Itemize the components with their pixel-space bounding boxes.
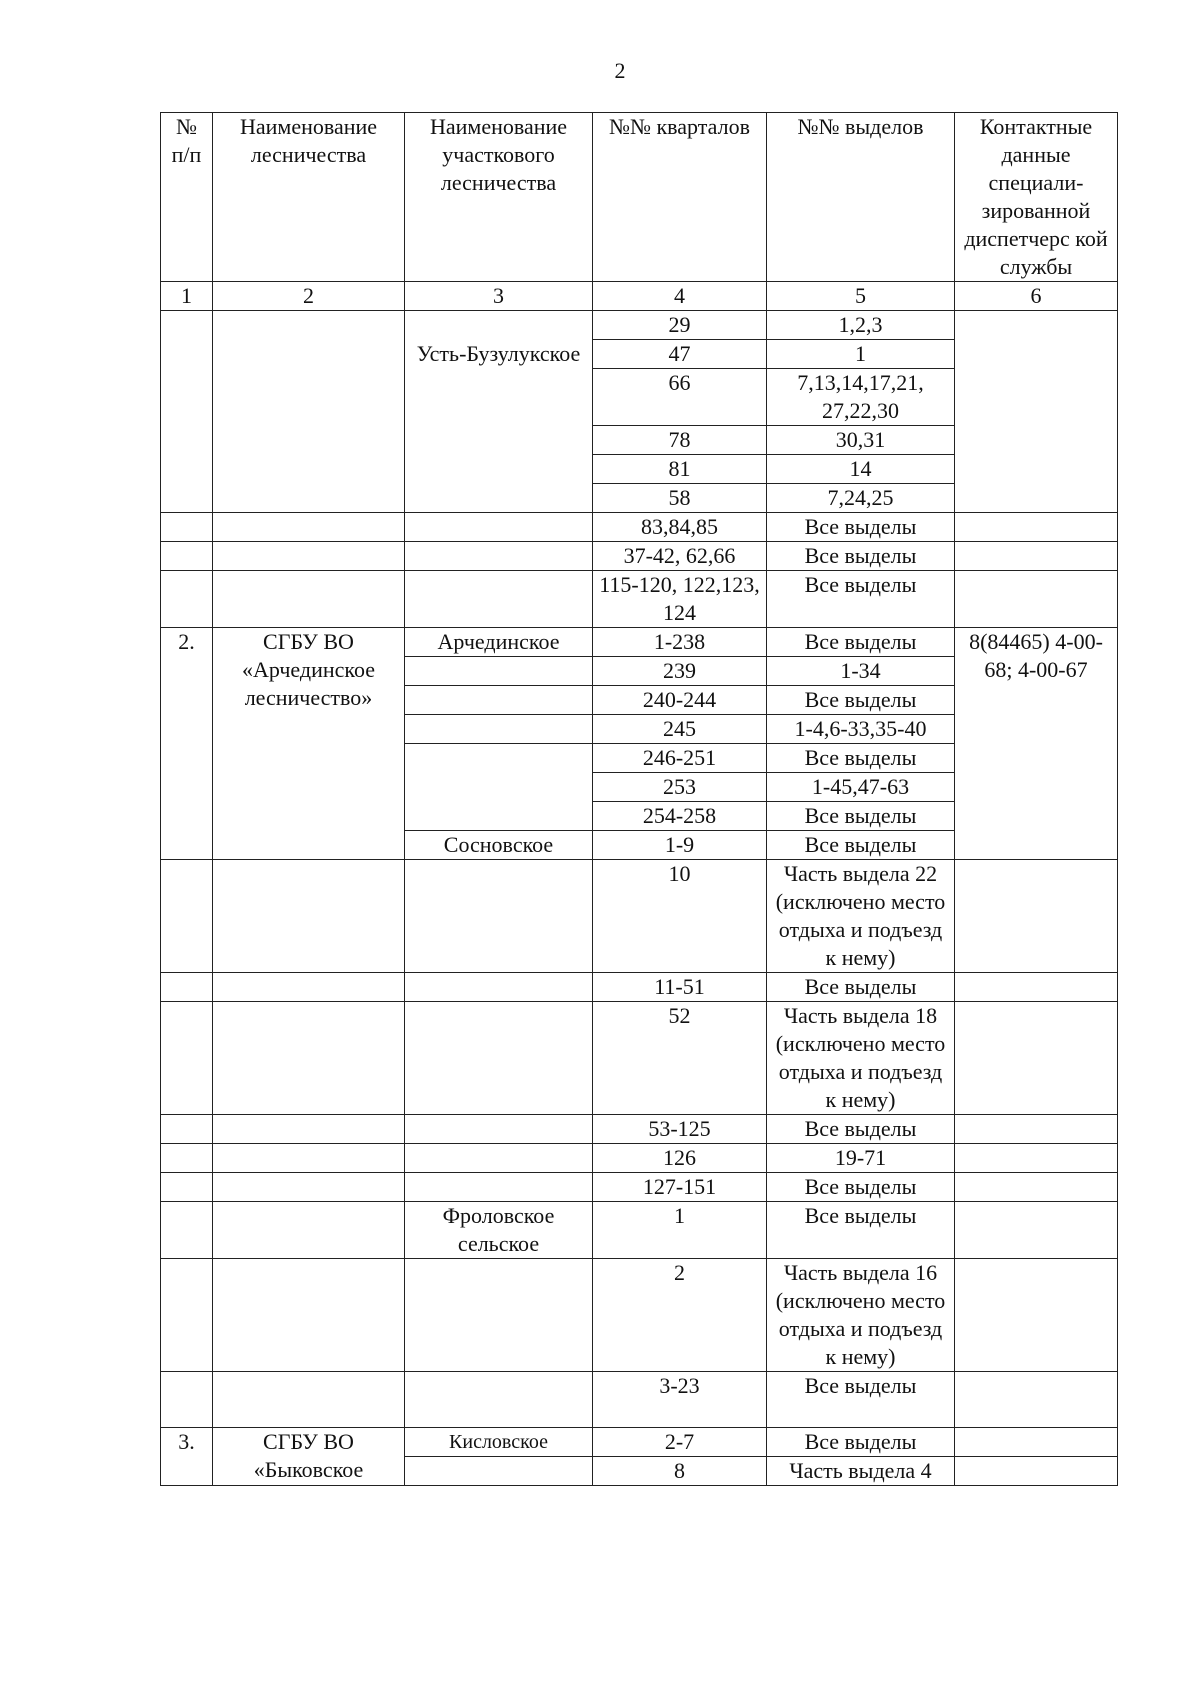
kvartal-cell: 246-251 [593,744,767,773]
empty-cell [405,860,593,973]
empty-cell [213,973,405,1002]
table-row [161,1372,1118,1428]
empty-cell [161,1372,213,1428]
empty-cell [213,571,405,628]
vydel-cell: Все выделы [767,542,955,571]
empty-cell [161,571,213,628]
table-row [161,628,1118,657]
empty-cell [405,571,593,628]
contact-cell: 8(84465) 4-00-68; 4-00-67 [955,628,1118,860]
kvartal-cell: 29 [593,311,767,340]
empty-cell [955,1115,1118,1144]
column-number-row [161,282,1118,311]
empty-cell [213,1173,405,1202]
kvartal-cell: 37-42, 62,66 [593,542,767,571]
empty-cell [955,542,1118,571]
page-number: 2 [614,58,626,83]
kvartal-cell: 11-51 [593,973,767,1002]
forestry-table [160,112,1118,1486]
uchastok-cell: Кисловское [405,1428,593,1457]
uchastok-cell [405,311,593,340]
table-row [161,1202,1118,1259]
forestry-cell: СГБУ ВО «Быковское [213,1428,405,1486]
empty-cell [405,1259,593,1372]
empty-cell [405,542,593,571]
empty-cell [955,571,1118,628]
table-row [161,311,1118,340]
header-cell: № п/п [161,113,213,282]
empty-cell [955,1372,1118,1428]
empty-cell [161,1259,213,1372]
empty-cell [161,973,213,1002]
empty-cell [161,513,213,542]
kvartal-cell: 239 [593,657,767,686]
empty-cell [955,860,1118,973]
header-row [161,113,1118,282]
empty-cell [955,1002,1118,1115]
kvartal-cell: 52 [593,1002,767,1115]
empty-cell [161,1144,213,1173]
table-row [161,860,1118,973]
empty-cell [161,1115,213,1144]
header-cell: Наименование участкового лесничества [405,113,593,282]
empty-cell [405,1372,593,1428]
table-row [161,513,1118,542]
vydel-cell: 1,2,3 [767,311,955,340]
kvartal-cell: 81 [593,455,767,484]
empty-cell [405,744,593,831]
empty-cell [213,1202,405,1259]
empty-cell [161,1173,213,1202]
kvartal-cell: 254-258 [593,802,767,831]
empty-cell [213,542,405,571]
vydel-cell: Все выделы [767,571,955,628]
column-number: 2 [213,282,405,311]
kvartal-cell: 47 [593,340,767,369]
uchastok-cell: Арчединское [405,628,593,657]
vydel-cell: Часть выдела 16 (исключено место отдыха и подъезд к нему) [767,1259,955,1372]
vydel-cell: 30,31 [767,426,955,455]
table-row [161,1115,1118,1144]
empty-cell [405,715,593,744]
empty-cell [161,860,213,973]
forestry-cell: СГБУ ВО «Арчединское лесничество» [213,628,405,860]
vydel-cell: 7,13,14,17,21, 27,22,30 [767,369,955,426]
num-cell [161,311,213,513]
vydel-cell: Все выделы [767,1202,955,1259]
kvartal-cell: 2-7 [593,1428,767,1457]
empty-cell [405,1002,593,1115]
kvartal-cell: 2 [593,1259,767,1372]
vydel-cell: Все выделы [767,1173,955,1202]
uchastok-cell: Усть-Бузулукское [405,340,593,513]
kvartal-cell: 115-120, 122,123, 124 [593,571,767,628]
table-row [161,542,1118,571]
vydel-cell: 19-71 [767,1144,955,1173]
kvartal-cell: 78 [593,426,767,455]
empty-cell [405,1457,593,1486]
empty-cell [405,1144,593,1173]
kvartal-cell: 53-125 [593,1115,767,1144]
column-number: 5 [767,282,955,311]
empty-cell [213,1372,405,1428]
table-row [161,1428,1118,1457]
empty-cell [213,1115,405,1144]
header-cell: Наименование лесничества [213,113,405,282]
vydel-cell: Все выделы [767,744,955,773]
kvartal-cell: 1 [593,1202,767,1259]
vydel-cell: Часть выдела 22 (исключено место отдыха и подъезд к нему) [767,860,955,973]
contact-cell [955,311,1118,513]
kvartal-cell: 127-151 [593,1173,767,1202]
vydel-cell: Все выделы [767,973,955,1002]
vydel-cell: 1-45,47-63 [767,773,955,802]
empty-cell [161,1002,213,1115]
empty-cell [955,973,1118,1002]
vydel-cell: Все выделы [767,831,955,860]
column-number: 1 [161,282,213,311]
empty-cell [161,542,213,571]
empty-cell [955,1202,1118,1259]
kvartal-cell: 8 [593,1457,767,1486]
empty-cell [213,1002,405,1115]
column-number: 3 [405,282,593,311]
empty-cell [213,1144,405,1173]
kvartal-cell: 253 [593,773,767,802]
empty-cell [955,1173,1118,1202]
vydel-cell: 14 [767,455,955,484]
empty-cell [955,1259,1118,1372]
header-cell: №№ выделов [767,113,955,282]
vydel-cell: Часть выдела 18 (исключено место отдыха и подъезд к нему) [767,1002,955,1115]
vydel-cell: 1-34 [767,657,955,686]
empty-cell [213,1259,405,1372]
table-row [161,1173,1118,1202]
kvartal-cell: 126 [593,1144,767,1173]
vydel-cell: 1-4,6-33,35-40 [767,715,955,744]
empty-cell [405,1115,593,1144]
empty-cell [405,657,593,686]
table-row [161,1144,1118,1173]
table-row [161,1259,1118,1372]
empty-cell [405,513,593,542]
kvartal-cell: 240-244 [593,686,767,715]
kvartal-cell: 3-23 [593,1372,767,1428]
num-cell: 3. [161,1428,213,1486]
header-cell: Контактные данные специали-зированной диспетчерс кой службы [955,113,1118,282]
vydel-cell: Часть выдела 4 [767,1457,955,1486]
uchastok-cell: Фроловское сельское [405,1202,593,1259]
kvartal-cell: 1-9 [593,831,767,860]
column-number: 4 [593,282,767,311]
vydel-cell: Все выделы [767,1115,955,1144]
vydel-cell: 1 [767,340,955,369]
kvartal-cell: 83,84,85 [593,513,767,542]
empty-cell [213,860,405,973]
vydel-cell: Все выделы [767,802,955,831]
kvartal-cell: 10 [593,860,767,973]
kvartal-cell: 58 [593,484,767,513]
empty-cell [955,1428,1118,1457]
kvartal-cell: 66 [593,369,767,426]
table-row [161,1002,1118,1115]
vydel-cell: Все выделы [767,628,955,657]
uchastok-cell: Сосновское [405,831,593,860]
table-row [161,571,1118,628]
num-cell: 2. [161,628,213,860]
vydel-cell: Все выделы [767,1372,955,1428]
empty-cell [213,513,405,542]
empty-cell [955,1457,1118,1486]
forestry-cell [213,311,405,513]
vydel-cell: Все выделы [767,513,955,542]
empty-cell [955,513,1118,542]
header-cell: №№ кварталов [593,113,767,282]
empty-cell [405,1173,593,1202]
column-number: 6 [955,282,1118,311]
kvartal-cell: 1-238 [593,628,767,657]
vydel-cell: Все выделы [767,686,955,715]
vydel-cell: Все выделы [767,1428,955,1457]
vydel-cell: 7,24,25 [767,484,955,513]
empty-cell [955,1144,1118,1173]
kvartal-cell: 245 [593,715,767,744]
table-row [161,973,1118,1002]
empty-cell [405,686,593,715]
empty-cell [161,1202,213,1259]
empty-cell [405,973,593,1002]
